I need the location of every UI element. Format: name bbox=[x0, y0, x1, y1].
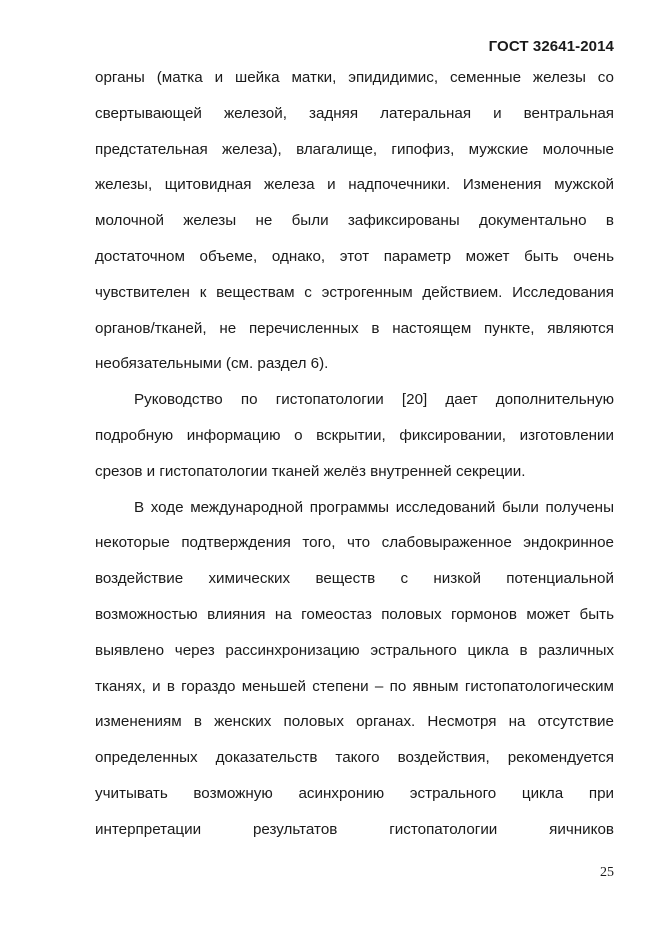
document-body bbox=[95, 60, 614, 848]
document-header: ГОСТ 32641-2014 bbox=[488, 38, 614, 55]
page-number: 25 bbox=[600, 865, 614, 880]
paragraph-histopathology-guide: Руководство по гистопатологии [20] дает дополнительную подробную информацию о вскрытии, фиксировании, изготовлении срезов и гистопатологии тканей желёз внутренней секреции. bbox=[95, 391, 614, 480]
paragraph-organs-continuation: органы (матка и шейка матки, эпидидимис, семенные железы со свертывающей железой, задняя латеральная и вентральная предстательная железа), влагалище, гипофиз, мужские молочные железы, щитовидная железа и надпочечники. Изменения мужской молочной железы не были зафиксированы документально в достаточном объеме, однако, этот параметр может быть очень чувствителен к веществам с эстрогенным действием. Исследования органов/тканей, не перечисленных в настоящем пункте, являются необязательными (см. раздел 6). bbox=[95, 69, 614, 373]
paragraph-international-program: В ходе международной программы исследований были получены некоторые подтверждения того, что слабовыраженное эндокринное воздействие химических веществ с низкой потенциальной возможностью влияния на гомеостаз половых гормонов может быть выявлено через рассинхронизацию эстрального цикла в различных тканях, и в гораздо меньшей степени – по явным гистопатологическим изменениям в женских половых органах. Несмотря на отсутствие определенных доказательств такого воздействия, рекомендуется учитывать возможную асинхронию эстрального цикла при интерпретации результатов гистопатологии яичников bbox=[95, 498, 614, 838]
